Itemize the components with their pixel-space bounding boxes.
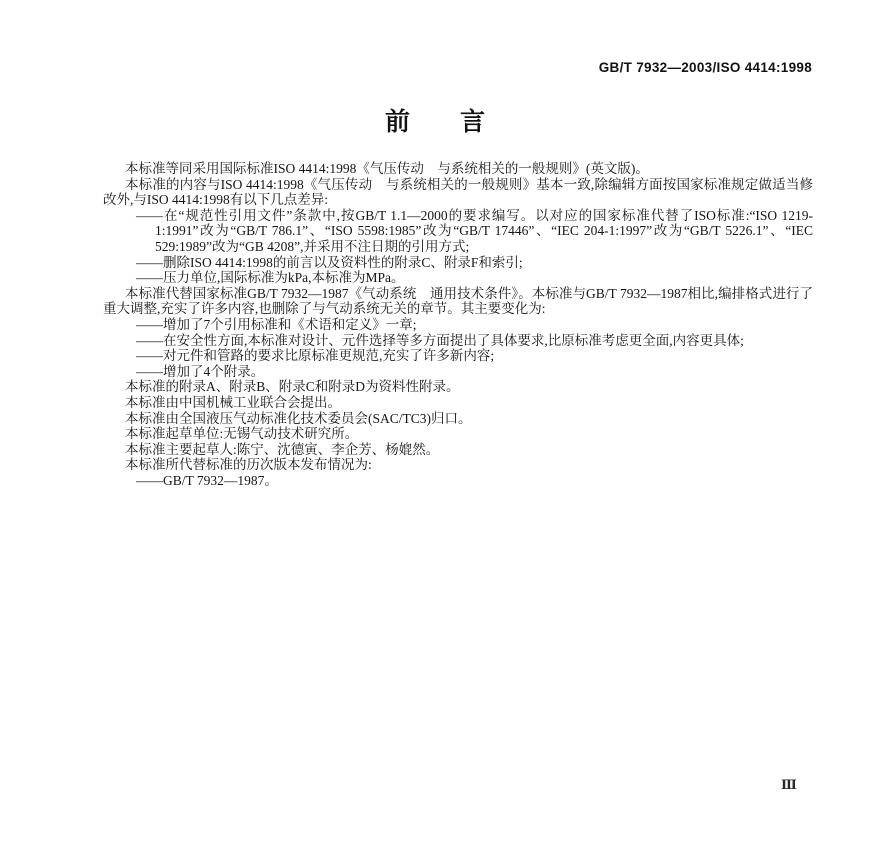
foreword-statement: 本标准由全国液压气动标准化技术委员会(SAC/TC3)归口。 [125,410,472,426]
foreword-statement: 本标准主要起草人:陈宁、沈德寅、李企芳、杨媲然。 [125,441,440,457]
standard-code-header: GB/T 7932—2003/ISO 4414:1998 [598,60,812,75]
foreword-dash-item: ——在安全性方面,本标准对设计、元件选择等多方面提出了具体要求,比原标准考虑更全面,内容更具体; [136,332,744,348]
foreword-dash-item: ——在“规范性引用文件”条款中,按GB/T 1.1—2000的要求编写。以对应的国家标准代替了ISO标准:“ISO 1219-1:1991”改为“GB/T 786.1”、“ISO 5598:1985”改为“GB/T 17446”、“IEC 204-1:1997”改为“GB/T 5226.1”、“IEC 529:1989”改为“GB 4208”,并采用不注日期的引用方式; [136,207,813,254]
foreword-dash-item: ——增加了7个引用标准和《术语和定义》一章; [136,316,417,332]
foreword-dash-item: ——删除ISO 4414:1998的前言以及资料性的附录C、附录F和索引; [136,254,523,270]
foreword-paragraph: 本标准等同采用国际标准ISO 4414:1998《气压传动 与系统相关的一般规则》(英文版)。 [125,161,649,176]
foreword-paragraph: 本标准代替国家标准GB/T 7932—1987《气动系统 通用技术条件》。本标准与GB/T 7932—1987相比,编排格式进行了重大调整,充实了许多内容,也删除了与气动系统无关的章节。其主要变化为: [103,285,813,317]
foreword-paragraph: 本标准的内容与ISO 4414:1998《气压传动 与系统相关的一般规则》基本一致,除编辑方面按国家标准规定做适当修改外,与ISO 4414:1998有以下几点差异: [103,176,813,208]
page-number: Ⅲ [781,777,797,792]
foreword-dash-item: ——压力单位,国际标准为kPa,本标准为MPa。 [136,270,405,286]
foreword-title: 前 言 [384,109,485,136]
foreword-statement: 本标准所代替标准的历次版本发布情况为: [125,457,372,473]
foreword-body [103,161,813,488]
foreword-statement: 本标准由中国机械工业联合会提出。 [125,394,341,410]
foreword-dash-item: ——增加了4个附录。 [136,363,265,379]
foreword-statement: 本标准的附录A、附录B、附录C和附录D为资料性附录。 [125,379,460,395]
foreword-dash-item: ——GB/T 7932—1987。 [136,472,278,488]
foreword-dash-item: ——对元件和管路的要求比原标准更规范,充实了许多新内容; [136,348,495,364]
foreword-statement: 本标准起草单位:无锡气动技术研究所。 [125,426,359,442]
